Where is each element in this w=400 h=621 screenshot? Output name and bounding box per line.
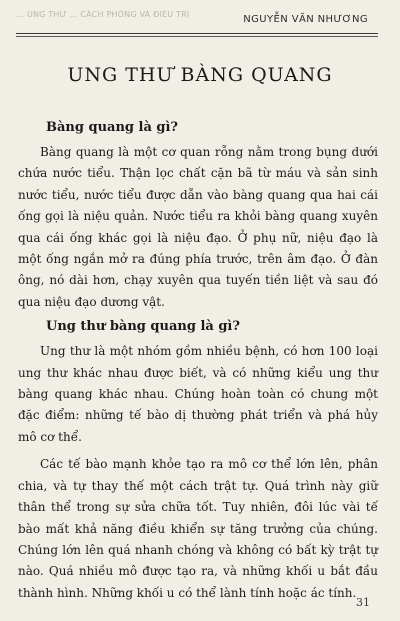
paragraph: Ung thư là một nhóm gồm nhiều bệnh, có hơn 100 loại ung thư khác nhau được biết, và có những kiểu ung thư bàng quang khác nhau. Chúng hoàn toàn có chung một đặc điểm: những tế bào dị thường phát triển và phá hủy mô cơ thể. — [18, 344, 378, 444]
chapter-title: UNG THƯ BÀNG QUANG — [67, 64, 333, 86]
section-question: Bàng quang là gì? — [46, 120, 179, 135]
header-rule-thick — [16, 33, 378, 34]
section-what-is-bladder — [18, 120, 378, 313]
page-number: 31 — [356, 596, 370, 609]
header-bleed-through: … UNG THƯ … CÁCH PHÒNG VÀ ĐIỀU TRỊ — [16, 10, 190, 19]
section-question: Ung thư bàng quang là gì? — [46, 319, 240, 335]
section-what-is-bladder-cancer — [18, 319, 378, 604]
running-head-author: NGUYỄN VĂN NHƯƠNG — [243, 14, 368, 25]
header-rule-thin — [16, 36, 378, 37]
page-body — [18, 120, 378, 610]
paragraph: Các tế bào mạnh khỏe tạo ra mô cơ thể lớn lên, phân chia, và tự thay thế một cách trật tự. Quá trình này giữ thân thể trong sự sửa chữa tốt. Tuy nhiên, đôi lúc vài tế bào mất khả năng điều khiển sự tăng trưởng của chúng. Chúng lớn lên quá nhanh chóng và không có bất kỳ trật tự nào. Quá nhiều mô được tạo ra, và những khối u bắt đầu thành hình. Những khối u có thể lành tính hoặc ác tính. — [18, 457, 378, 600]
paragraph: Bàng quang là một cơ quan rỗng nằm trong bụng dưới chứa nước tiểu. Thận lọc chất cặn bã từ máu và sản sinh nước tiểu, nước tiểu được dẫn vào bàng quang qua hai cái ống gọi là niệu quản. Nước tiểu ra khỏi bàng quang xuyên qua cái ống khác gọi là niệu đạo. Ở phụ nữ, niệu đạo là một ống ngắn mở ra đúng phía trước, trên âm đạo. Ở đàn ông, nó dài hơn, chạy xuyên qua tuyến tiền liệt và sau đó qua niệu đạo dương vật. — [18, 145, 378, 309]
